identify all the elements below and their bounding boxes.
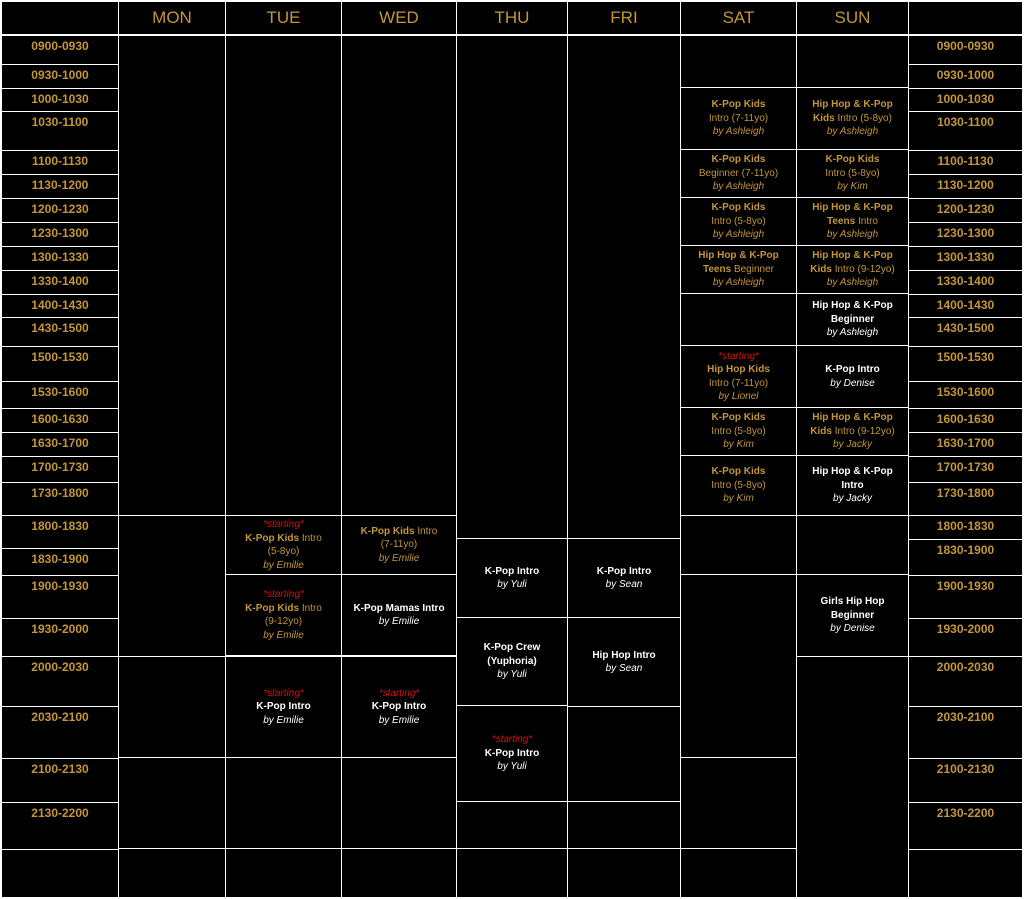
left-time-slot: 0930-1000 xyxy=(2,65,118,88)
class-block xyxy=(568,618,680,706)
empty-slot-fri xyxy=(568,849,680,897)
class-block xyxy=(681,408,796,455)
class-title xyxy=(813,112,892,126)
left-time-slot: 1000-1030 xyxy=(2,89,118,111)
right-time-slot: 1000-1030 xyxy=(909,89,1022,111)
left-time-slot: 1230-1300 xyxy=(2,223,118,246)
instructor-name: by Kim xyxy=(837,181,868,193)
class-title xyxy=(703,263,774,277)
class-title: Beginner xyxy=(830,609,875,621)
left-time-slot: 1930-2000 xyxy=(2,619,118,656)
class-level: Intro (5-8yo) xyxy=(834,112,892,124)
right-time-slot: 1200-1230 xyxy=(909,199,1022,222)
day-header-tue: TUE xyxy=(226,2,341,34)
class-title: Hip Hop & K-Pop xyxy=(812,412,893,424)
right-time-slot: 1500-1530 xyxy=(909,347,1022,381)
instructor-name: by Ashleigh xyxy=(712,181,765,193)
class-title: K-Pop Kids xyxy=(360,525,415,537)
left-time-slot: 1800-1830 xyxy=(2,516,118,548)
class-block xyxy=(457,618,567,705)
instructor-name: by Jacky xyxy=(833,439,872,451)
day-header-thu: THU xyxy=(457,2,567,34)
instructor-name: by Ashleigh xyxy=(826,126,879,138)
class-title: K-Pop Kids xyxy=(245,602,300,614)
day-header-wed: WED xyxy=(342,2,456,34)
class-title: K-Pop Intro xyxy=(371,701,427,713)
day-header-fri: FRI xyxy=(568,2,680,34)
class-title: K-Pop Kids xyxy=(711,412,766,424)
empty-slot-fri xyxy=(568,802,680,848)
class-block xyxy=(681,246,796,293)
class-level: Beginner (7-11yo) xyxy=(698,167,779,179)
empty-slot-mon xyxy=(119,657,225,757)
left-time-slot: 1430-1500 xyxy=(2,318,118,346)
class-title: Kids xyxy=(813,112,835,124)
day-header-mon: MON xyxy=(119,2,225,34)
right-time-slot: 1630-1700 xyxy=(909,433,1022,456)
class-title: K-Pop Kids xyxy=(711,466,766,478)
header-corner-right xyxy=(909,2,1022,34)
right-time-slot: 1600-1630 xyxy=(909,409,1022,432)
instructor-name: by Kim xyxy=(723,439,754,451)
empty-slot-tue xyxy=(226,36,341,515)
class-title: K-Pop Intro xyxy=(256,701,311,713)
left-time-slot: 1900-1930 xyxy=(2,576,118,618)
instructor-name: by Emilie xyxy=(378,616,420,627)
right-time-slot: 1230-1300 xyxy=(909,223,1022,246)
class-block xyxy=(797,150,908,197)
class-title: Hip Hop & K-Pop xyxy=(812,202,893,214)
starting-note: *starting* xyxy=(378,687,420,699)
right-time-slot: 1030-1100 xyxy=(909,112,1022,150)
right-time-slot: 1900-1930 xyxy=(909,576,1022,618)
starting-note: *starting* xyxy=(491,734,533,746)
left-time-slot: 1200-1230 xyxy=(2,199,118,222)
header-corner xyxy=(2,2,118,34)
instructor-name: by Ashleigh xyxy=(712,229,765,241)
class-block xyxy=(342,657,456,757)
class-title: Beginner xyxy=(830,313,875,325)
class-level: Intro xyxy=(414,525,438,537)
empty-slot-sat xyxy=(681,516,796,574)
class-title: K-Pop Kids xyxy=(825,154,880,166)
right-time-slot: 2030-2100 xyxy=(909,707,1022,758)
class-block xyxy=(681,198,796,245)
class-title: Hip Hop & K-Pop xyxy=(812,466,893,478)
right-time-slot: 1830-1900 xyxy=(909,540,1022,575)
right-time-slot: 2130-2200 xyxy=(909,803,1022,849)
class-block xyxy=(797,246,908,293)
empty-slot-mon xyxy=(119,516,225,656)
class-block xyxy=(681,346,796,407)
instructor-name: by Emilie xyxy=(263,714,304,726)
instructor-name: by Lionel xyxy=(718,391,759,402)
class-title: Hip Hop & K-Pop xyxy=(812,300,893,312)
left-time-slot: 1130-1200 xyxy=(2,175,118,198)
instructor-name: by Jacky xyxy=(833,493,872,505)
left-time-slot: 0900-0930 xyxy=(2,36,118,64)
class-title: K-Pop Mamas Intro xyxy=(353,602,445,614)
class-title: (Yuphoria) xyxy=(487,655,537,667)
empty-slot-wed xyxy=(342,36,456,515)
class-block xyxy=(797,346,908,407)
class-block xyxy=(797,456,908,515)
class-title: Girls Hip Hop xyxy=(820,596,885,608)
class-title: K-Pop Intro xyxy=(484,565,540,577)
instructor-name: by Ashleigh xyxy=(712,126,765,138)
left-time-slot: 1300-1330 xyxy=(2,247,118,270)
left-time-slot: 2100-2130 xyxy=(2,759,118,802)
class-title: K-Pop Crew xyxy=(483,642,541,654)
class-title: Kids xyxy=(810,425,832,437)
right-time-slot: 0900-0930 xyxy=(909,36,1022,64)
instructor-name: by Yuli xyxy=(497,761,527,773)
empty-slot-thu xyxy=(457,36,567,538)
right-time-slot: 2100-2130 xyxy=(909,759,1022,802)
day-header-sun: SUN xyxy=(797,2,908,34)
empty-slot-wed xyxy=(342,849,456,897)
class-block xyxy=(457,539,567,617)
class-level: Intro (9-12yo) xyxy=(831,263,895,275)
instructor-name: by Ashleigh xyxy=(826,327,879,339)
class-title: K-Pop Kids xyxy=(711,154,766,166)
right-time-slot: 1430-1500 xyxy=(909,318,1022,346)
empty-slot-tue xyxy=(226,849,341,897)
left-time-slot: 1330-1400 xyxy=(2,271,118,294)
instructor-name: by Ashleigh xyxy=(826,229,879,241)
left-time-slot: 1630-1700 xyxy=(2,433,118,456)
instructor-name: by Kim xyxy=(723,493,754,505)
empty-slot-wed xyxy=(342,758,456,848)
left-time-slot: 1100-1130 xyxy=(2,151,118,174)
class-block xyxy=(226,516,341,574)
left-time-slot: 1730-1800 xyxy=(2,483,118,515)
class-title: K-Pop Intro xyxy=(825,364,880,375)
instructor-name: by Ashleigh xyxy=(826,277,879,289)
class-block xyxy=(797,408,908,455)
starting-note: *starting* xyxy=(263,589,304,600)
class-level: Intro (5-8yo) xyxy=(711,215,766,227)
empty-slot-sat xyxy=(681,849,796,897)
left-time-slot: 1700-1730 xyxy=(2,457,118,482)
class-title: Teens xyxy=(827,215,856,227)
class-title: K-Pop Kids xyxy=(711,99,766,111)
class-block xyxy=(681,88,796,149)
class-block xyxy=(797,575,908,656)
left-time-slot xyxy=(2,850,118,897)
class-block xyxy=(226,575,341,655)
empty-slot-sat xyxy=(681,36,796,87)
class-block xyxy=(226,657,341,757)
empty-slot-sat xyxy=(681,575,796,757)
right-time-slot: 1100-1130 xyxy=(909,151,1022,174)
instructor-name: by Yuli xyxy=(497,579,527,590)
instructor-name: by Emilie xyxy=(378,714,420,726)
instructor-name: by Sean xyxy=(605,579,643,590)
class-level: Intro (7-11yo) xyxy=(708,112,769,124)
instructor-name: by Emilie xyxy=(263,629,304,641)
right-time-slot: 1400-1430 xyxy=(909,295,1022,317)
right-time-slot: 1300-1330 xyxy=(909,247,1022,270)
class-title xyxy=(810,263,894,277)
class-title: Teens xyxy=(703,263,732,275)
empty-slot-sun xyxy=(797,36,908,87)
class-level: Intro (7-11yo) xyxy=(708,377,769,389)
class-title xyxy=(245,532,322,546)
left-time-slot: 2000-2030 xyxy=(2,657,118,706)
class-title: Kids xyxy=(810,263,832,275)
class-level: Intro xyxy=(299,532,322,544)
class-block xyxy=(797,88,908,149)
right-time-slot: 1530-1600 xyxy=(909,382,1022,408)
class-title xyxy=(810,425,894,439)
empty-slot-fri xyxy=(568,36,680,538)
instructor-name: by Emilie xyxy=(378,552,420,564)
empty-slot-tue xyxy=(226,758,341,848)
instructor-name: by Denise xyxy=(830,623,875,635)
class-block xyxy=(342,516,456,574)
class-level: (5-8yo) xyxy=(267,546,300,557)
class-level: Intro (5-8yo) xyxy=(825,167,880,179)
empty-slot-mon xyxy=(119,758,225,848)
right-time-slot: 1130-1200 xyxy=(909,175,1022,198)
left-time-slot: 1600-1630 xyxy=(2,409,118,432)
instructor-name: by Denise xyxy=(830,377,875,389)
class-level: Intro (5-8yo) xyxy=(711,425,766,437)
left-time-slot: 1530-1600 xyxy=(2,382,118,408)
left-time-slot: 1400-1430 xyxy=(2,295,118,317)
instructor-name: by Emilie xyxy=(263,559,304,571)
class-level: (9-12yo) xyxy=(264,616,303,627)
class-title: Intro xyxy=(841,479,864,491)
empty-slot-thu xyxy=(457,849,567,897)
class-title: Hip Hop Kids xyxy=(707,364,770,375)
right-time-slot: 1800-1830 xyxy=(909,516,1022,539)
class-block xyxy=(681,150,796,197)
class-block xyxy=(681,456,796,515)
right-time-slot: 1700-1730 xyxy=(909,457,1022,482)
empty-slot-sat xyxy=(681,758,796,848)
empty-slot-sun xyxy=(797,657,908,897)
empty-slot-mon xyxy=(119,36,225,515)
class-level: Intro xyxy=(855,215,878,227)
class-level: (7-11yo) xyxy=(380,539,418,551)
class-title: K-Pop Intro xyxy=(596,565,652,577)
day-header-sat: SAT xyxy=(681,2,796,34)
class-title: Hip Hop & K-Pop xyxy=(812,250,893,262)
class-level: Intro (5-8yo) xyxy=(711,479,766,491)
class-block xyxy=(568,539,680,617)
class-title: Hip Hop & K-Pop xyxy=(812,99,893,111)
starting-note: *starting* xyxy=(263,687,304,699)
right-time-slot: 1730-1800 xyxy=(909,483,1022,515)
class-block xyxy=(342,575,456,655)
right-time-slot: 1930-2000 xyxy=(909,619,1022,656)
empty-slot-sun xyxy=(797,516,908,574)
starting-note: *starting* xyxy=(263,519,304,530)
instructor-name: by Sean xyxy=(605,663,643,674)
class-title xyxy=(827,215,878,229)
empty-slot-fri xyxy=(568,707,680,801)
left-time-slot: 1030-1100 xyxy=(2,112,118,150)
class-block xyxy=(797,198,908,245)
class-block xyxy=(457,706,567,801)
class-level: Intro (9-12yo) xyxy=(831,425,895,437)
instructor-name: by Yuli xyxy=(497,669,527,681)
starting-note: *starting* xyxy=(718,350,759,362)
class-title: Hip Hop & K-Pop xyxy=(698,250,779,262)
class-title: K-Pop Kids xyxy=(245,532,300,544)
instructor-name: by Ashleigh xyxy=(712,277,765,289)
left-time-slot: 1830-1900 xyxy=(2,549,118,575)
empty-slot-thu xyxy=(457,802,567,848)
left-time-slot: 2030-2100 xyxy=(2,707,118,758)
class-block xyxy=(797,294,908,345)
empty-slot-mon xyxy=(119,849,225,897)
class-title: K-Pop Kids xyxy=(711,202,766,214)
class-title: Hip Hop Intro xyxy=(592,649,656,661)
left-time-slot: 2130-2200 xyxy=(2,803,118,849)
right-time-slot: 0930-1000 xyxy=(909,65,1022,88)
left-time-slot: 1500-1530 xyxy=(2,347,118,381)
right-time-slot xyxy=(909,850,1022,897)
empty-slot-sat xyxy=(681,294,796,345)
class-title xyxy=(245,602,322,616)
class-level: Beginner xyxy=(731,263,774,275)
class-title xyxy=(361,525,438,539)
right-time-slot: 2000-2030 xyxy=(909,657,1022,706)
class-title: K-Pop Intro xyxy=(484,747,540,759)
right-time-slot: 1330-1400 xyxy=(909,271,1022,294)
class-level: Intro xyxy=(299,602,322,614)
